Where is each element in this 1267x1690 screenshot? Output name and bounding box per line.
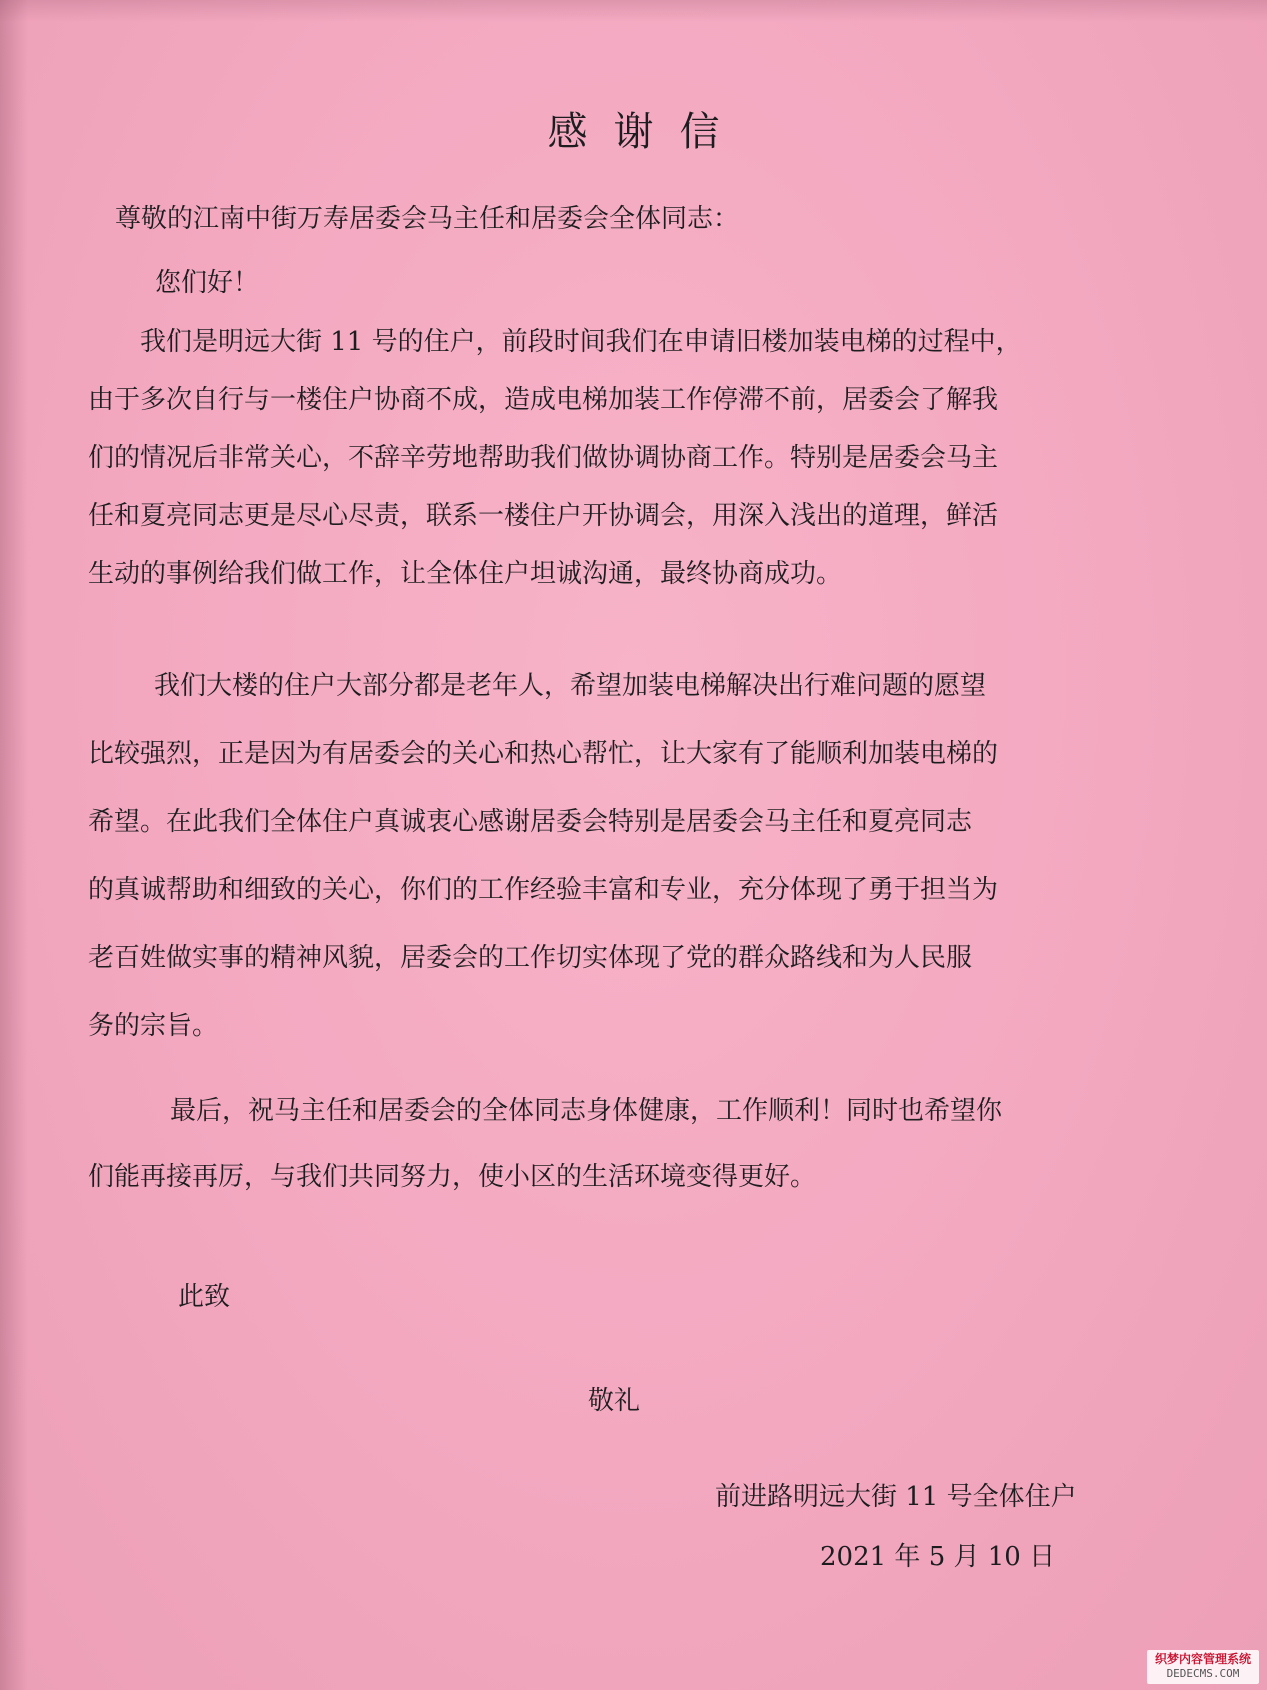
paragraph-2-line: 老百姓做实事的精神风貌，居委会的工作切实体现了党的群众路线和为人民服 bbox=[88, 943, 973, 973]
letter-title: 感谢信 bbox=[547, 109, 746, 155]
paragraph-1-line: 我们是明远大街 11 号的住户，前段时间我们在申请旧楼加装电梯的过程中， bbox=[114, 327, 1022, 357]
paper-shadow-top bbox=[0, 0, 1267, 22]
paragraph-2-line: 我们大楼的住户大部分都是老年人，希望加装电梯解决出行难问题的愿望 bbox=[128, 671, 987, 701]
paragraph-1-line: 任和夏亮同志更是尽心尽责，联系一楼住户开协调会，用深入浅出的道理，鲜活 bbox=[88, 501, 999, 531]
letter-closing: 此致 bbox=[178, 1282, 231, 1312]
paragraph-2-line: 希望。在此我们全体住户真诚衷心感谢居委会特别是居委会马主任和夏亮同志 bbox=[88, 807, 973, 837]
watermark-line2: DEDECMS.COM bbox=[1166, 1667, 1240, 1680]
paragraph-1-line: 们的情况后非常关心，不辞辛劳地帮助我们做协调协商工作。特别是居委会马主 bbox=[88, 443, 999, 473]
watermark-line1: 织梦内容管理系统 bbox=[1154, 1652, 1251, 1666]
watermark-badge bbox=[1147, 1650, 1259, 1684]
letter-date: 2021 年 5 月 10 日 bbox=[820, 1542, 1056, 1572]
paragraph-1-line: 由于多次自行与一楼住户协商不成，造成电梯加装工作停滞不前，居委会了解我 bbox=[88, 385, 999, 415]
paragraph-3-line: 们能再接再厉，与我们共同努力，使小区的生活环境变得更好。 bbox=[88, 1162, 817, 1192]
letter-salute: 敬礼 bbox=[588, 1386, 641, 1416]
paragraph-2-line: 比较强烈，正是因为有居委会的关心和热心帮忙，让大家有了能顺利加装电梯的 bbox=[88, 739, 999, 769]
paragraph-3-line: 最后，祝马主任和居委会的全体同志身体健康，工作顺利！同时也希望你 bbox=[144, 1096, 1003, 1126]
letter-greeting: 您们好！ bbox=[155, 268, 260, 298]
paragraph-2-line: 的真诚帮助和细致的关心，你们的工作经验丰富和专业，充分体现了勇于担当为 bbox=[88, 875, 999, 905]
letter-salutation: 尊敬的江南中街万寿居委会马主任和居委会全体同志： bbox=[115, 204, 740, 234]
paper-shadow-left bbox=[0, 0, 28, 1690]
letter-signature: 前进路明远大街 11 号全体住户 bbox=[715, 1482, 1077, 1512]
paragraph-2-line: 务的宗旨。 bbox=[88, 1011, 219, 1041]
paragraph-1-line: 生动的事例给我们做工作，让全体住户坦诚沟通，最终协商成功。 bbox=[88, 559, 843, 589]
